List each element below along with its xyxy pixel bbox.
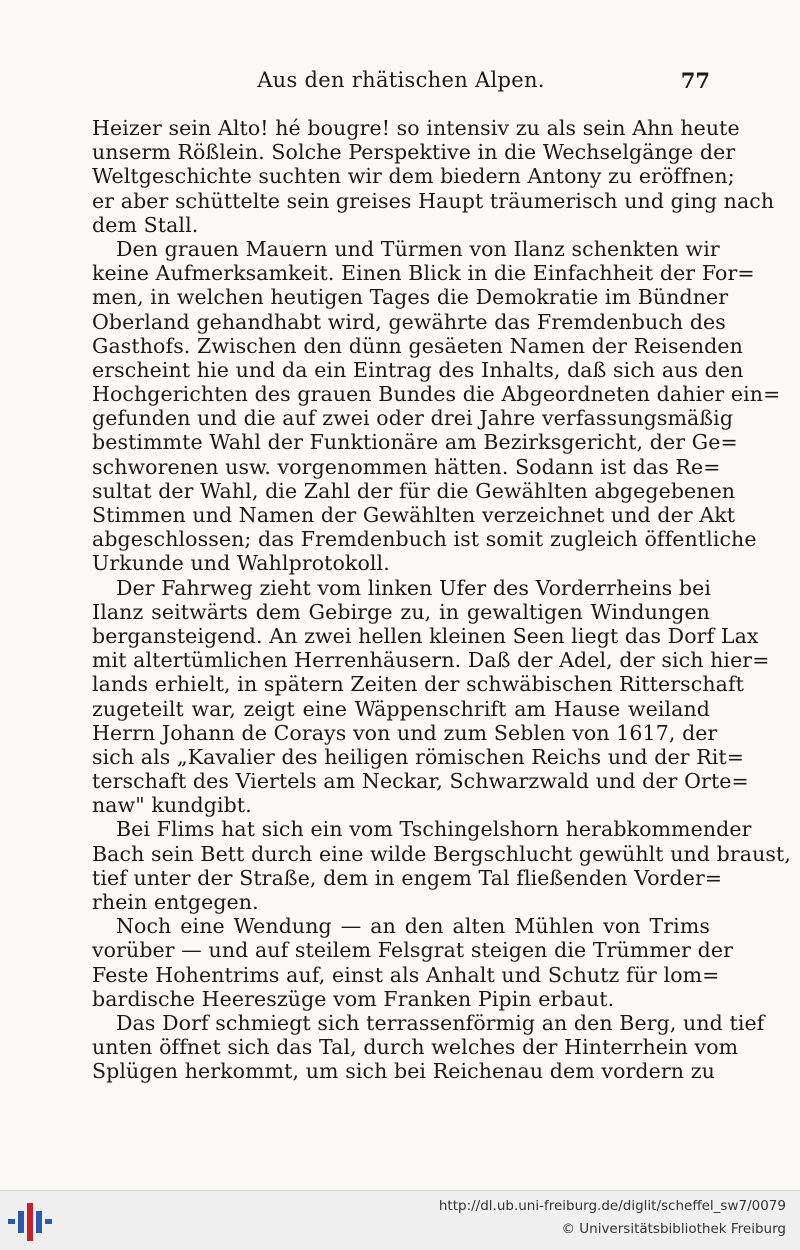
text-line: naw" kundgibt.: [92, 793, 252, 818]
text-line: Heizer sein Alto! hé bougre! so intensiv zu als sein Ahn heute: [92, 116, 740, 140]
viewer-footer: [0, 1190, 800, 1250]
text-line: terschaft des Viertels am Neckar, Schwarzwald und der Orte=: [92, 769, 749, 794]
text-line: gefunden und die auf zwei oder drei Jahre verfassungsmäßig: [92, 406, 734, 431]
body-text: [92, 116, 792, 1084]
text-line: Gasthofs. Zwischen den dünn gesäeten Namen der Reisenden: [92, 333, 743, 358]
text-line: vorüber — und auf steilem Felsgrat steigen die Trümmer der: [92, 938, 733, 963]
text-line: Bei Flims hat sich ein vom Tschingelshorn herabkommender: [116, 817, 752, 842]
text-line: rhein entgegen.: [92, 890, 259, 914]
text-line: unserm Rößlein. Solche Perspektive in die Wechselgänge der: [92, 140, 736, 165]
text-line: men, in welchen heutigen Tages die Demokratie im Bündner: [92, 285, 729, 310]
text-line: Weltgeschichte suchten wir dem biedern Antony zu eröffnen;: [92, 164, 735, 189]
text-line: bardische Heereszüge vom Franken Pipin erbaut.: [92, 986, 615, 1011]
text-line: sich als „Kavalier des heiligen römischen Reichs und der Rit=: [92, 744, 745, 769]
source-url-link[interactable]: http://dl.ub.uni-freiburg.de/diglit/scheffel_sw7/0079: [438, 1198, 786, 1214]
text-line: Splügen herkommt, um sich bei Reichenau dem vordern zu: [92, 1059, 715, 1084]
ub-freiburg-logo-icon[interactable]: [8, 1201, 52, 1243]
text-line: dem Stall.: [92, 212, 199, 237]
text-line: Ilanz seitwärts dem Gebirge zu, in gewaltigen Windungen: [92, 599, 710, 624]
text-line: Das Dorf schmiegt sich terrassenförmig an den Berg, und tief: [116, 1010, 765, 1035]
text-line: Hochgerichten des grauen Bundes die Abgeordneten dahier ein=: [92, 382, 781, 407]
running-title: Aus den rhätischen Alpen.: [257, 68, 545, 92]
text-line: er aber schüttelte sein greises Haupt träumerisch und ging nach: [92, 188, 775, 213]
text-line: Feste Hohentrims auf, einst als Anhalt und Schutz für lom=: [92, 962, 720, 987]
text-line: Urkunde und Wahlprotokoll.: [92, 551, 390, 576]
page-number: 77: [680, 68, 710, 93]
text-line: Bach sein Bett durch eine wilde Bergschlucht gewühlt und braust,: [92, 841, 792, 866]
text-line: Herrn Johann de Corays von und zum Seblen von 1617, der: [92, 720, 718, 745]
text-line: schworenen usw. vorgenommen hätten. Sodann ist das Re=: [92, 454, 721, 479]
text-line: Den grauen Mauern und Türmen von Ilanz schenkten wir: [116, 236, 720, 261]
text-line: unten öffnet sich das Tal, durch welches der Hinterrhein vom: [92, 1035, 739, 1060]
text-line: Noch eine Wendung — an den alten Mühlen von Trims: [116, 914, 710, 939]
text-line: Der Fahrweg zieht vom linken Ufer des Vorderrheins bei: [116, 575, 712, 600]
text-line: Stimmen und Namen der Gewählten verzeichnet und der Akt: [92, 503, 736, 527]
text-line: erscheint hie und da ein Eintrag des Inhalts, daß sich aus den: [92, 357, 744, 382]
text-line: mit altertümlichen Herrenhäusern. Daß der Adel, der sich hier=: [92, 648, 770, 673]
text-line: lands erhielt, in spätern Zeiten der schwäbischen Ritterschaft: [92, 672, 744, 697]
text-line: sultat der Wahl, die Zahl der für die Gewählten abgegebenen: [92, 478, 736, 503]
text-line: keine Aufmerksamkeit. Einen Blick in die Einfachheit der For=: [92, 261, 755, 286]
text-line: bergansteigend. An zwei hellen kleinen Seen liegt das Dorf Lax: [92, 623, 759, 648]
text-line: bestimmte Wahl der Funktionäre am Bezirksgericht, der Ge=: [92, 430, 738, 455]
text-line: abgeschlossen; das Fremdenbuch ist somit zugleich öffentliche: [92, 527, 757, 552]
copyright-notice: © Universitätsbibliothek Freiburg: [561, 1221, 786, 1237]
text-line: zugeteilt war, zeigt eine Wäppenschrift am Hause weiland: [92, 696, 710, 721]
text-line: Oberland gehandhabt wird, gewährte das Fremdenbuch des: [92, 309, 726, 334]
running-head: [92, 68, 710, 98]
text-line: tief unter der Straße, dem in engem Tal fließenden Vorder=: [92, 865, 723, 890]
